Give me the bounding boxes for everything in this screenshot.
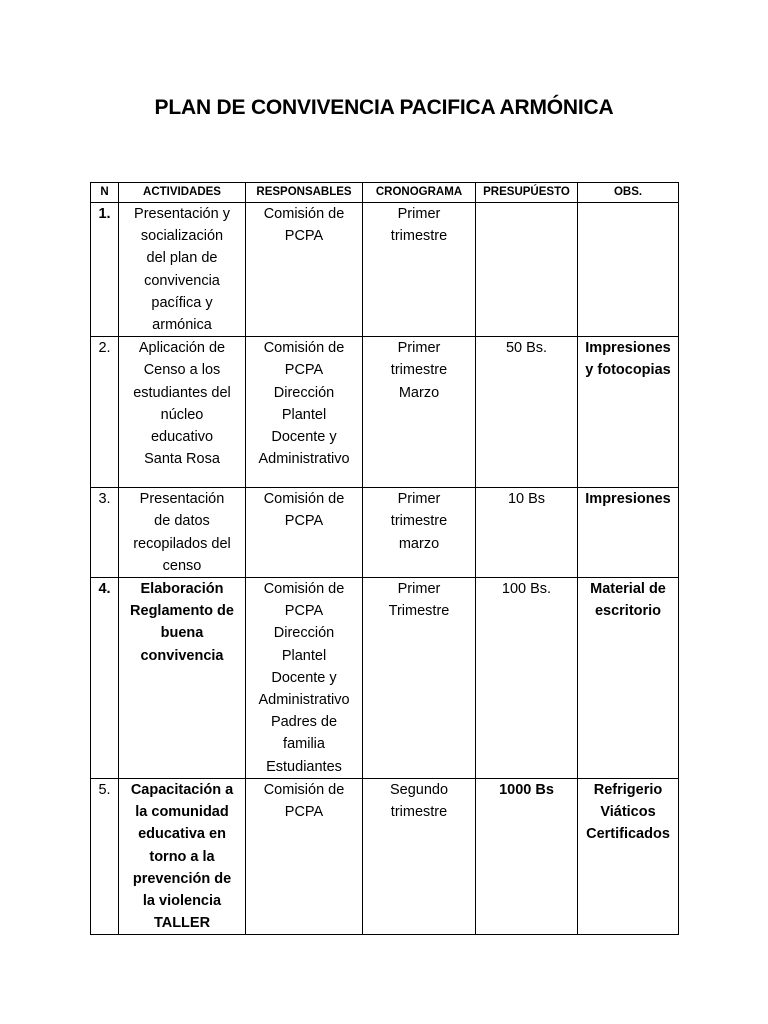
cell-line: la violencia — [142, 893, 222, 910]
cell-line: PCPA — [284, 228, 324, 245]
cell-actividades — [119, 779, 246, 935]
cell-line: convivencia — [140, 647, 224, 664]
cell-line: Estudiantes — [266, 758, 342, 775]
page-title: PLAN DE CONVIVENCIA PACIFICA ARMÓNICA — [154, 96, 614, 119]
cell-line: Elaboración — [140, 581, 224, 598]
row-number: 5. — [91, 779, 119, 935]
cell-line: Padres de — [270, 714, 338, 731]
cell-line: trimestre — [390, 228, 448, 245]
cell-line: Comisión de — [263, 206, 345, 222]
cell-line: Dirección — [273, 384, 335, 401]
cell-line: Aplicación de — [138, 340, 226, 357]
cell-line: PCPA — [284, 804, 324, 821]
cell-line: Plantel — [281, 647, 327, 664]
cell-line: Reglamento de — [130, 603, 234, 620]
cell-line: Presentación y — [134, 206, 230, 222]
cell-line: del plan de — [146, 250, 218, 267]
header-presupuesto: PRESUPÚESTO — [476, 183, 578, 203]
cell-line: Comisión de — [263, 340, 345, 357]
header-responsables: RESPONSABLES — [246, 183, 363, 203]
header-n: N — [91, 183, 119, 203]
cell-line: trimestre — [390, 362, 448, 379]
cell-line: Santa Rosa — [144, 451, 220, 468]
cell-line: la comunidad — [135, 804, 229, 821]
cell-line: Comisión de — [263, 491, 345, 508]
cell-cronograma — [363, 337, 476, 488]
cell-line: familia — [283, 736, 325, 753]
header-obs: OBS. — [578, 183, 679, 203]
cell-obs — [578, 337, 679, 488]
cell-line: Trimestre — [388, 603, 450, 620]
cell-line: núcleo — [160, 406, 204, 423]
cell-cronograma — [363, 779, 476, 935]
cell-actividades — [119, 337, 246, 488]
cell-line: Refrigerio — [593, 782, 663, 799]
cell-line: Marzo — [398, 384, 440, 401]
cell-line: Primer — [397, 581, 441, 598]
cell-responsables — [246, 488, 363, 578]
cell-cronograma — [363, 578, 476, 779]
cell-cronograma — [363, 488, 476, 578]
cell-line: Comisión de — [263, 581, 345, 598]
cell-line: pacífica y — [151, 294, 213, 311]
table-row — [91, 337, 679, 488]
cell-obs — [578, 578, 679, 779]
table-header-row — [91, 183, 679, 203]
cell-actividades — [119, 203, 246, 337]
cell-line: Material de — [590, 581, 666, 598]
cell-actividades — [119, 488, 246, 578]
cell-line: buena — [160, 625, 204, 642]
cell-obs — [578, 488, 679, 578]
cell-line: Dirección — [273, 625, 335, 642]
cell-line: estudiantes del — [133, 384, 231, 401]
cell-presupuesto: 10 Bs — [476, 488, 578, 578]
cell-line: convivencia — [144, 272, 220, 289]
plan-table — [90, 182, 679, 935]
cell-line: prevención de — [132, 870, 232, 887]
row-number: 3. — [91, 488, 119, 578]
cell-line: Docente y — [271, 669, 337, 686]
header-cronograma: CRONOGRAMA — [363, 183, 476, 203]
cell-line: Primer — [397, 491, 441, 508]
cell-line: y fotocopias — [585, 362, 671, 379]
row-number: 4. — [91, 578, 119, 779]
cell-responsables — [246, 337, 363, 488]
cell-line: Capacitación a — [130, 782, 234, 799]
cell-line: trimestre — [390, 513, 448, 530]
table-row — [91, 779, 679, 935]
cell-line: Administrativo — [258, 692, 350, 709]
cell-line: Segundo — [389, 782, 449, 799]
cell-line: TALLER — [153, 915, 211, 932]
cell-line: Censo a los — [143, 362, 221, 379]
cell-presupuesto — [476, 203, 578, 337]
cell-line: marzo — [398, 535, 440, 552]
cell-line: Presentación — [139, 491, 225, 508]
row-number: 1. — [91, 203, 119, 337]
cell-line: censo — [162, 557, 202, 574]
header-actividades: ACTIVIDADES — [119, 183, 246, 203]
cell-line: Comisión de — [263, 782, 345, 799]
cell-responsables — [246, 779, 363, 935]
cell-line: Primer — [397, 206, 441, 222]
cell-line: Docente y — [271, 429, 337, 446]
cell-line: PCPA — [284, 513, 324, 530]
cell-cronograma — [363, 203, 476, 337]
cell-actividades — [119, 578, 246, 779]
cell-line: Impresiones — [585, 340, 671, 357]
cell-line: educativo — [150, 429, 214, 446]
cell-presupuesto: 100 Bs. — [476, 578, 578, 779]
cell-obs — [578, 779, 679, 935]
table-row — [91, 488, 679, 578]
table-row — [91, 578, 679, 779]
cell-line: torno a la — [149, 848, 215, 865]
cell-line: Plantel — [281, 406, 327, 423]
cell-line: PCPA — [284, 603, 324, 620]
cell-line: de datos — [154, 513, 210, 530]
cell-line: Primer — [397, 340, 441, 357]
cell-line: Impresiones — [585, 491, 671, 508]
cell-line: PCPA — [284, 362, 324, 379]
cell-line: armónica — [152, 317, 212, 334]
cell-line: Administrativo — [258, 451, 350, 468]
cell-obs — [578, 203, 679, 337]
cell-presupuesto: 50 Bs. — [476, 337, 578, 488]
cell-line: socialización — [140, 228, 224, 245]
cell-presupuesto: 1000 Bs — [476, 779, 578, 935]
cell-line: educativa en — [138, 826, 226, 843]
cell-line: recopilados del — [133, 535, 231, 552]
cell-line: trimestre — [390, 804, 448, 821]
table-row — [91, 203, 679, 337]
row-number: 2. — [91, 337, 119, 488]
cell-line: Viáticos — [600, 804, 656, 821]
cell-line: Certificados — [586, 826, 670, 843]
cell-responsables — [246, 578, 363, 779]
cell-line: escritorio — [594, 603, 662, 620]
cell-responsables — [246, 203, 363, 337]
